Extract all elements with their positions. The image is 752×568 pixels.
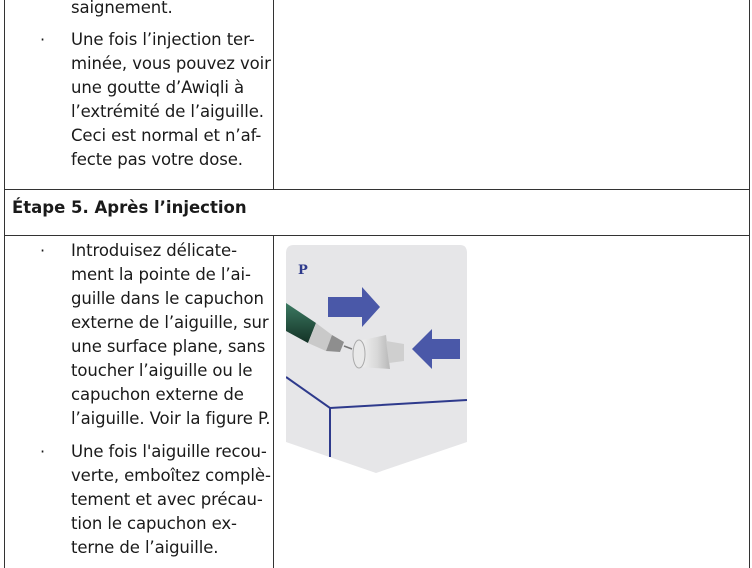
text-line: l’aiguille. Voir la figure P. [71,409,271,428]
bullet-dot: · [40,30,46,49]
text-line: fecte pas votre dose. [71,150,243,169]
list-item [0,440,273,560]
top-cell-content [0,0,273,172]
text-line: minée, vous pouvez voir [71,54,271,73]
text-line: verte, emboîtez complè- [71,466,271,485]
text-line: Une fois l'aiguille recou- [71,442,267,461]
right-border [749,0,750,568]
step-heading: Étape 5. Après l’injection [12,198,247,217]
text-line: ment la pointe de l’ai- [71,265,251,284]
text-line: capuchon externe de [71,385,244,404]
text-line: Une fois l’injection ter- [71,30,255,49]
text-line: saignement. [71,0,173,17]
column-divider-top [273,0,274,189]
text-line: une surface plane, sans [71,337,266,356]
row-divider-2 [4,235,750,236]
continued-text [0,0,273,20]
text-line: Ceci est normal et n’af- [71,126,262,145]
list-item [0,239,273,431]
text-line: l’extrémité de l’aiguille. [71,102,264,121]
figure-p-illustration [286,245,468,475]
text-line: une goutte d’Awiqli à [71,78,244,97]
text-line: tion le capuchon ex- [71,514,237,533]
text-line: Introduisez délicate- [71,241,237,260]
column-divider-bottom [273,235,274,568]
text-line: guille dans le capuchon [71,289,264,308]
text-line: tement et avec précau- [71,490,263,509]
figure-label: P [298,263,308,278]
text-line: externe de l’aiguille, sur [71,313,269,332]
bullet-dot: · [40,241,46,260]
text-line: toucher l’aiguille ou le [71,361,253,380]
bottom-cell-content [0,239,273,560]
row-divider-1 [4,189,750,190]
bullet-dot: · [40,442,46,461]
text-line: terne de l’aiguille. [71,538,219,557]
list-item [0,28,273,172]
